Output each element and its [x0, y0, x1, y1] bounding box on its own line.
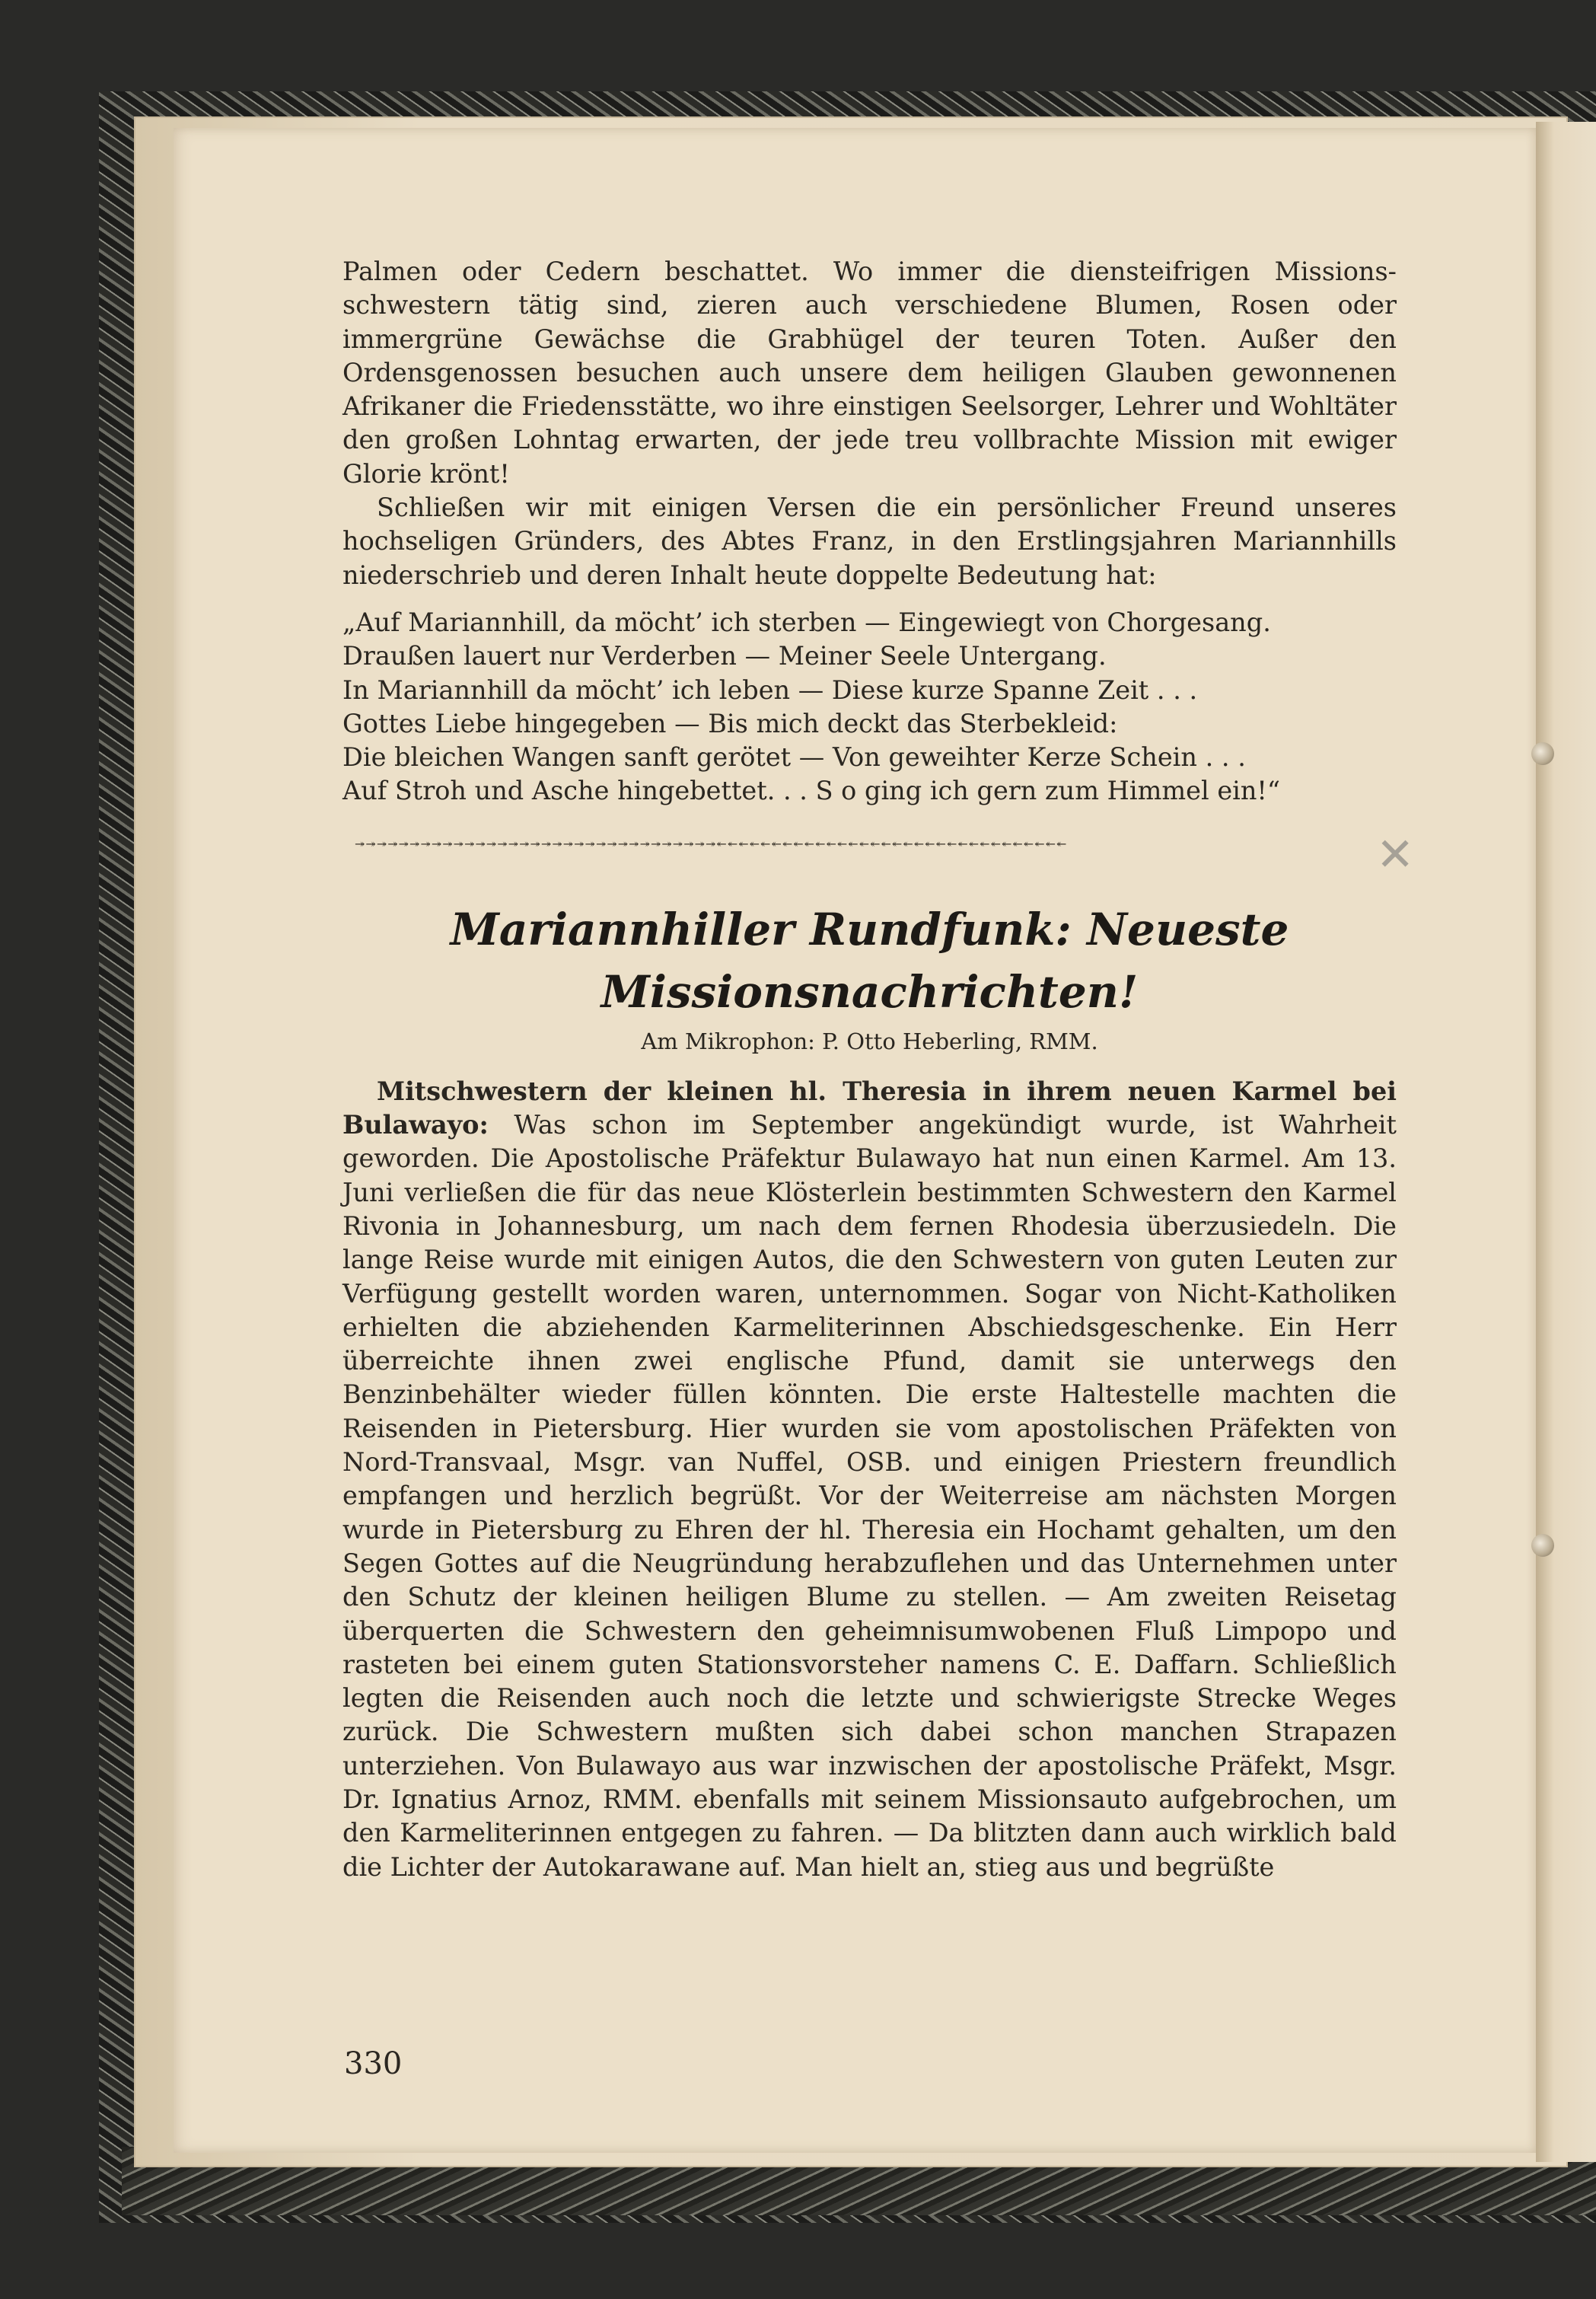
headline-line-1: Mariannhiller Rundfunk: Neueste — [450, 903, 1289, 955]
headline-line-2: Missionsnachrichten! — [600, 965, 1139, 1018]
article-paragraph — [342, 1075, 1397, 1884]
page-content — [342, 255, 1397, 1884]
paragraph-cemetery: Palmen oder Cedern beschattet. Wo immer die diensteifrigen Missionsschwestern tätig sind, zieren auch verschiedene Blumen, Rosen oder immergrüne Gewächse die Grabhügel der teuren Toten. Außer den Ordensgenossen besuchen auch unsere dem heiligen Glauben gewonnenen Afrikaner die Friedensstätte, wo ihre einstigen Seelsorger, Lehrer und Wohltäter den großen Lohntag erwarten, der jede treu vollbrachte Mission mit ewiger Glorie krönt! — [342, 257, 1397, 489]
poem-line: Gottes Liebe hingegeben — Bis mich deckt das Sterbekleid: — [342, 708, 1118, 738]
article-lead: Mitschwestern der kleinen hl. Theresia in ihrem neuen Karmel bei Bulawayo: — [342, 1076, 1397, 1140]
article-body: Was schon im September angekündigt wurde, ist Wahrheit geworden. Die Apostolische Präfektur Bulawayo hat nun einen Karmel. Am 13. Juni verließen die für das neue Klösterlein bestimmten Schwestern den Karmel Rivonia in Johannesburg, um nach dem fernen Rhodesia überzusiedeln. Die lange Reise wurde mit einigen Autos, die den Schwestern von guten Leuten zur Verfügung gestellt worden waren, unternommen. Sogar von Nicht-Katholiken erhielten die abziehenden Karmeliterinnen Abschiedsgeschenke. Ein Herr überreichte ihnen zwei englische Pfund, damit sie unterwegs den Benzinbehälter wieder füllen könnten. Die erste Haltestelle machten die Reisenden in Pietersburg. Hier wurden sie vom apostolischen Präfekten von Nord-Transvaal, Msgr. van Nuffel, OSB. und einigen Priestern freundlich empfangen und herzlich begrüßt. Vor der Weiterreise am nächsten Morgen wurde in Pietersburg zu Ehren der hl. Theresia ein Hochamt gehalten, um den Segen Gottes auf die Neugründung herabzuflehen und das Unternehmen unter den Schutz der kleinen heiligen Blume zu stellen. — Am zweiten Reisetag überquerten die Schwestern den geheimnisumwobenen Fluß Limpopo und rasteten bei einem guten Stationsvorsteher namens C. E. Daffarn. Schließlich legten die Reisenden auch noch die letzte und schwierigste Strecke Weges zurück. Die Schwestern mußten sich dabei schon manchen Strapazen unterziehen. Von Bulawayo aus war inzwischen der apostolische Präfekt, Msgr. Dr. Ignatius Arnoz, RMM. ebenfalls mit seinem Missionsauto aufgebrochen, um den Karmeliterinnen entgegen zu fahren. — Da blitzten dann auch wirklich bald die Lichter der Autokarawane auf. Man hielt an, stieg aus und begrüßte — [342, 1110, 1397, 1882]
section-divider-ornament: ↠↠↠↠↠↠↠↠↠↠↠↠↠↠↠↠↠↠↠↠↠↠↠↠↠↠↠↠↠↠↠↠↠↞↞↞↞↞↞↞↞↞↞↞↞↞↞↞↞↞↞↞↞↞↞↞↞↞↞↞↞↞↞↞↞ — [355, 837, 1068, 851]
poem-line: In Mariannhill da möcht’ ich leben — Diese kurze Spanne Zeit . . . — [342, 674, 1198, 705]
poem — [342, 606, 1397, 808]
article-byline: Am Mikrophon: P. Otto Heberling, RMM. — [641, 1028, 1098, 1054]
poem-line: Die bleichen Wangen sanft gerötet — Von geweihter Kerze Schein . . . — [342, 742, 1246, 773]
binding-rivet-upper — [1531, 742, 1554, 765]
poem-line: Draußen lauert nur Verderben — Meiner Seele Untergang. — [342, 641, 1107, 671]
pencil-mark-icon: ✕ — [1376, 828, 1415, 882]
poem-line: „Auf Mariannhill, da möcht’ ich sterben — Eingewiegt von Chorgesang. — [342, 607, 1271, 637]
paragraph-verses-intro: Schließen wir mit einigen Versen die ein persönlicher Freund unseres hochseligen Gründers, des Abtes Franz, in den Erstlingsjahren Mariannhills niederschrieb und deren Inhalt heute doppelte Bedeutung hat: — [342, 493, 1397, 590]
poem-line: Auf Stroh und Asche hingebettet. . . S o ging ich gern zum Himmel ein!“ — [342, 776, 1281, 806]
article-headline — [342, 898, 1397, 1023]
page-number: 330 — [344, 2046, 403, 2081]
binding-rivet-lower — [1531, 1534, 1554, 1557]
facing-page-edge — [1536, 122, 1596, 2162]
